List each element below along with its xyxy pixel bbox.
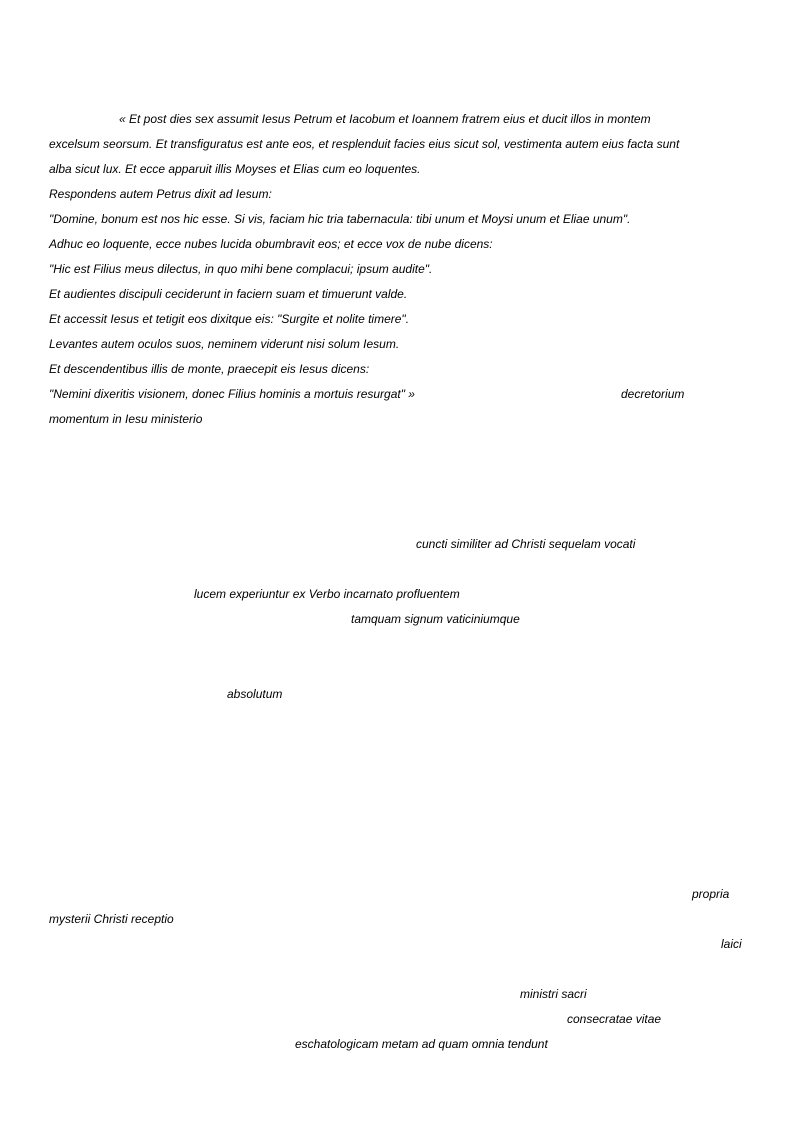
phrase-propria: propria [692,887,730,901]
quote-line: Respondens autem Petrus dixit ad Iesum: [49,187,272,201]
quote-line: alba sicut lux. Et ecce apparuit illis Moyses et Elias cum eo loquentes. [49,162,421,176]
phrase-consecratae: consecratae vitae [567,1012,662,1026]
phrase-eschatologicam: eschatologicam metam ad quam omnia tendunt [295,1037,548,1051]
quote-line: excelsum seorsum. Et transfiguratus est ante eos, et resplenduit facies eius sicut sol, vestimenta autem eius facta sunt [49,137,680,151]
quote-line: "Nemini dixeritis visionem, donec Filius hominis a mortuis resurgat" » [49,387,415,401]
quote-line: « Et post dies sex assumit Iesus Petrum et Iacobum et Ioannem fratrem eius et ducit illos in montem [119,112,651,126]
phrase-ministri: ministri sacri [520,987,587,1001]
phrase-cuncti: cuncti similiter ad Christi sequelam vocati [416,537,636,551]
phrase-mysterii: mysterii Christi receptio [49,912,174,926]
quote-line: Levantes autem oculos suos, neminem viderunt nisi solum Iesum. [49,337,400,351]
quote-line: Et audientes discipuli ceciderunt in faciern suam et timuerunt valde. [49,287,408,301]
quote-line: Adhuc eo loquente, ecce nubes lucida obumbravit eos; et ecce vox de nube dicens: [49,237,493,251]
quote-line: "Hic est Filius meus dilectus, in quo mihi bene complacui; ipsum audite". [49,262,433,276]
phrase-tamquam: tamquam signum vaticiniumque [351,612,520,626]
phrase-lucem: lucem experiuntur ex Verbo incarnato profluentem [194,587,460,601]
quote-line: Et accessit Iesus et tetigit eos dixitque eis: "Surgite et nolite timere". [49,312,410,326]
quote-line: Et descendentibus illis de monte, praecepit eis Iesus dicens: [49,362,370,376]
quote-line: "Domine, bonum est nos hic esse. Si vis, faciam hic tria tabernacula: tibi unum et Moysi unum et Eliae unum". [49,212,631,226]
phrase-momentum: momentum in Iesu ministerio [49,412,203,426]
phrase-absolutum: absolutum [227,687,283,701]
phrase-decretorium: decretorium [621,387,685,401]
phrase-laici: laici [721,937,742,951]
